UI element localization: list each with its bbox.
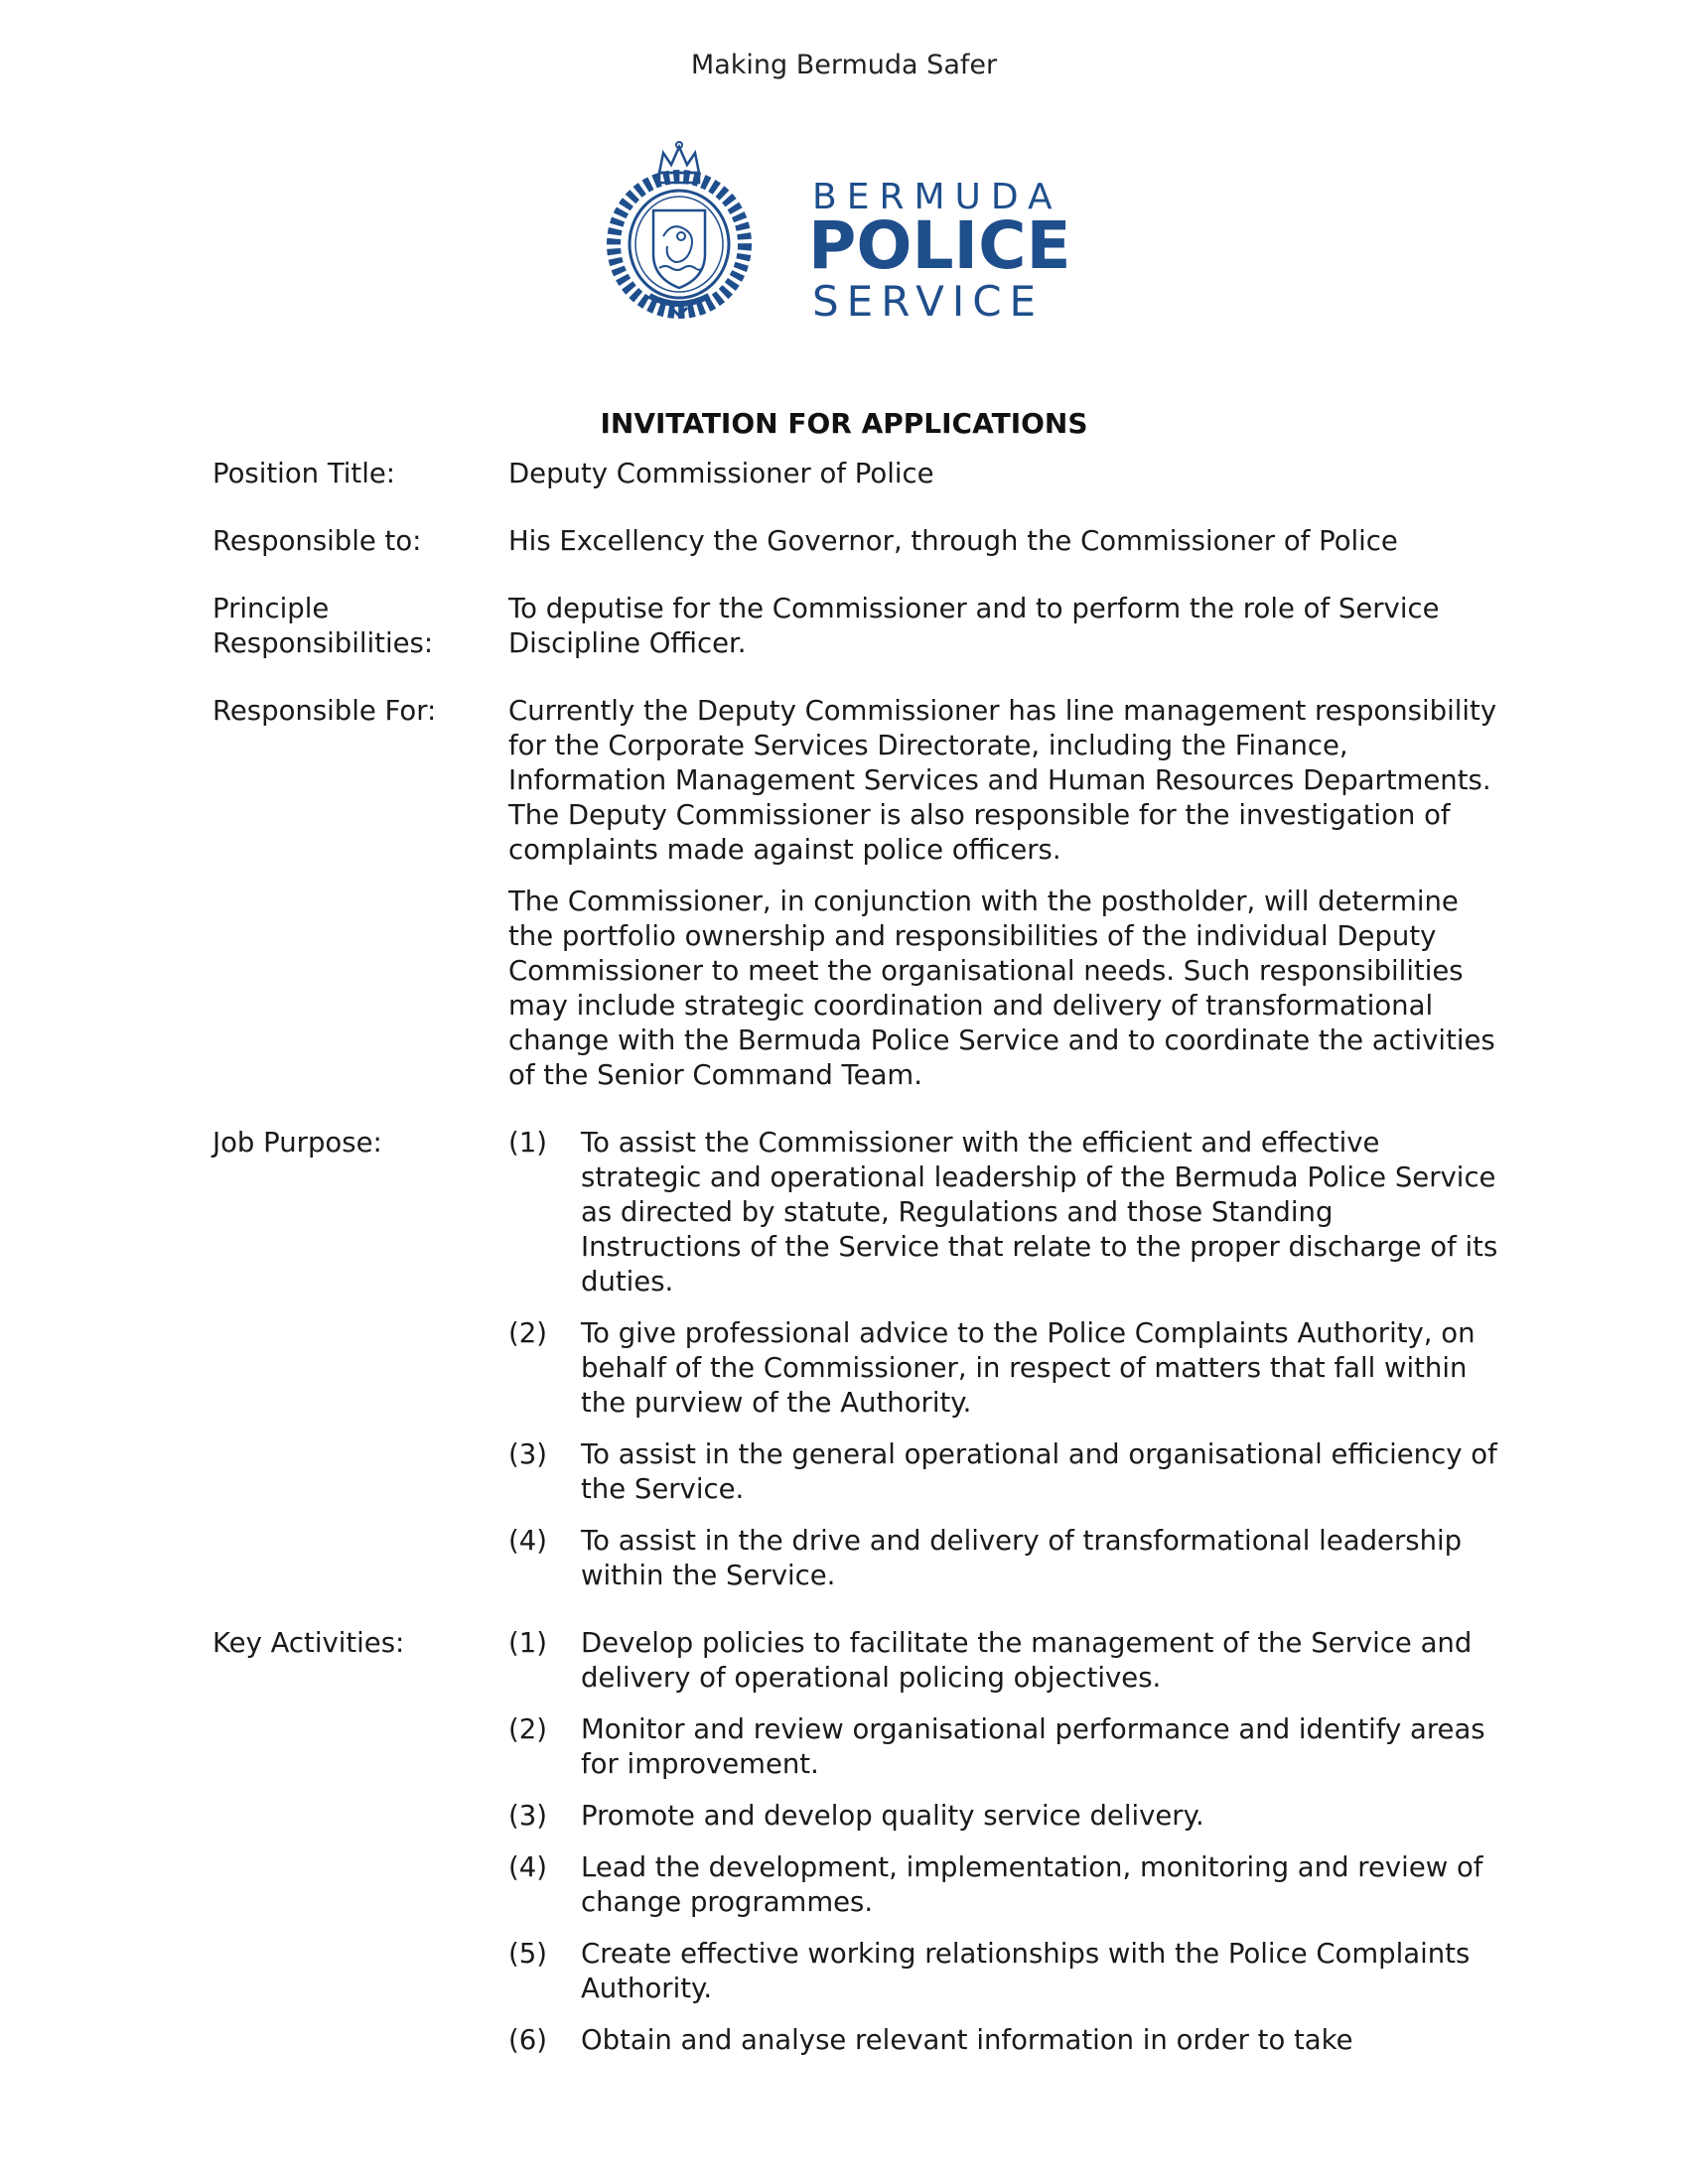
- list-item: [508, 1126, 1501, 1299]
- logo-line-bermuda: BERMUDA: [812, 177, 1062, 217]
- key-activities-row: [212, 1626, 1503, 2058]
- list-item-text: Obtain and analyse relevant information in order to take: [581, 2024, 1353, 2056]
- principle-responsibilities-label: Principle Responsibilities:: [212, 593, 434, 659]
- document-body: [212, 457, 1503, 2058]
- list-item-text: To assist in the general operational and organisational efficiency of the Service.: [581, 1438, 1497, 1505]
- principle-responsibilities-row: [212, 592, 1503, 661]
- logo-line-service: SERVICE: [812, 277, 1045, 326]
- list-item-text: To give professional advice to the Police Complaints Authority, on behalf of the Commissioner, in respect of matters that fall within the purview of the Authority.: [581, 1317, 1476, 1419]
- principle-responsibilities-value: To deputise for the Commissioner and to perform the role of Service Discipline Officer.: [508, 593, 1440, 659]
- list-item-text: To assist in the drive and delivery of transformational leadership within the Service.: [581, 1525, 1463, 1591]
- list-item-text: Lead the development, implementation, monitoring and review of change programmes.: [581, 1851, 1483, 1918]
- responsible-for-paragraph-2: The Commissioner, in conjunction with the postholder, will determine the portfolio ownership and responsibilities of the individual Deputy Commissioner to meet the organisational needs. Such responsibilities may include strategic coordination and delivery of transformational change with the Bermuda Police Service and to coordinate the activities of the Senior Command Team.: [508, 886, 1495, 1091]
- list-item-number: (4): [508, 1525, 547, 1557]
- list-item-text: Create effective working relationships with the Police Complaints Authority.: [581, 1938, 1471, 2004]
- list-item: [508, 1524, 1501, 1593]
- logo-line-police: POLICE: [808, 207, 1071, 284]
- document-title: INVITATION FOR APPLICATIONS: [600, 407, 1088, 440]
- list-item: [508, 2023, 1501, 2058]
- list-item: [508, 1626, 1501, 1696]
- responsible-to-label: Responsible to:: [212, 525, 422, 557]
- responsible-for-paragraph-1: Currently the Deputy Commissioner has line management responsibility for the Corporate Services Directorate, including the Finance, Information Management Services and Human Resources Departments. The Deputy Commissioner is also responsible for the investigation of complaints made against police officers.: [508, 695, 1497, 866]
- responsible-for-label: Responsible For:: [212, 695, 437, 727]
- job-purpose-label: Job Purpose:: [212, 1127, 382, 1159]
- responsible-for-row: [212, 694, 1503, 1093]
- list-item-number: (3): [508, 1438, 547, 1470]
- list-item-number: (2): [508, 1317, 547, 1349]
- list-item-number: (6): [508, 2024, 547, 2056]
- list-item-number: (2): [508, 1713, 547, 1745]
- list-item: [508, 1316, 1501, 1421]
- list-item: [508, 1712, 1501, 1782]
- list-item: [508, 1850, 1501, 1920]
- list-item: [508, 1437, 1501, 1507]
- list-item-number: (3): [508, 1800, 547, 1832]
- list-item-number: (4): [508, 1851, 547, 1883]
- list-item: [508, 1937, 1501, 2006]
- key-activities-label: Key Activities:: [212, 1627, 405, 1659]
- responsible-to-row: [212, 524, 1503, 559]
- position-title-label: Position Title:: [212, 458, 396, 489]
- position-title-value: Deputy Commissioner of Police: [508, 458, 934, 489]
- page-header-tagline: Making Bermuda Safer: [690, 50, 998, 80]
- list-item-number: (1): [508, 1127, 547, 1159]
- police-crest-icon: [614, 142, 745, 316]
- list-item-number: (1): [508, 1627, 547, 1659]
- list-item-text: Promote and develop quality service delivery.: [581, 1800, 1204, 1832]
- bermuda-police-logo: [602, 137, 1088, 336]
- list-item-text: Monitor and review organisational performance and identify areas for improvement.: [581, 1713, 1485, 1780]
- list-item: [508, 1799, 1501, 1834]
- job-purpose-row: [212, 1126, 1503, 1593]
- list-item-number: (5): [508, 1938, 547, 1970]
- responsible-to-value: His Excellency the Governor, through the Commissioner of Police: [508, 525, 1398, 557]
- list-item-text: Develop policies to facilitate the management of the Service and delivery of operational policing objectives.: [581, 1627, 1473, 1694]
- position-title-row: [212, 457, 1503, 491]
- list-item-text: To assist the Commissioner with the efficient and effective strategic and operational leadership of the Bermuda Police Service as directed by statute, Regulations and those Standing Instructions of the Service that relate to the proper discharge of its duties.: [581, 1127, 1498, 1297]
